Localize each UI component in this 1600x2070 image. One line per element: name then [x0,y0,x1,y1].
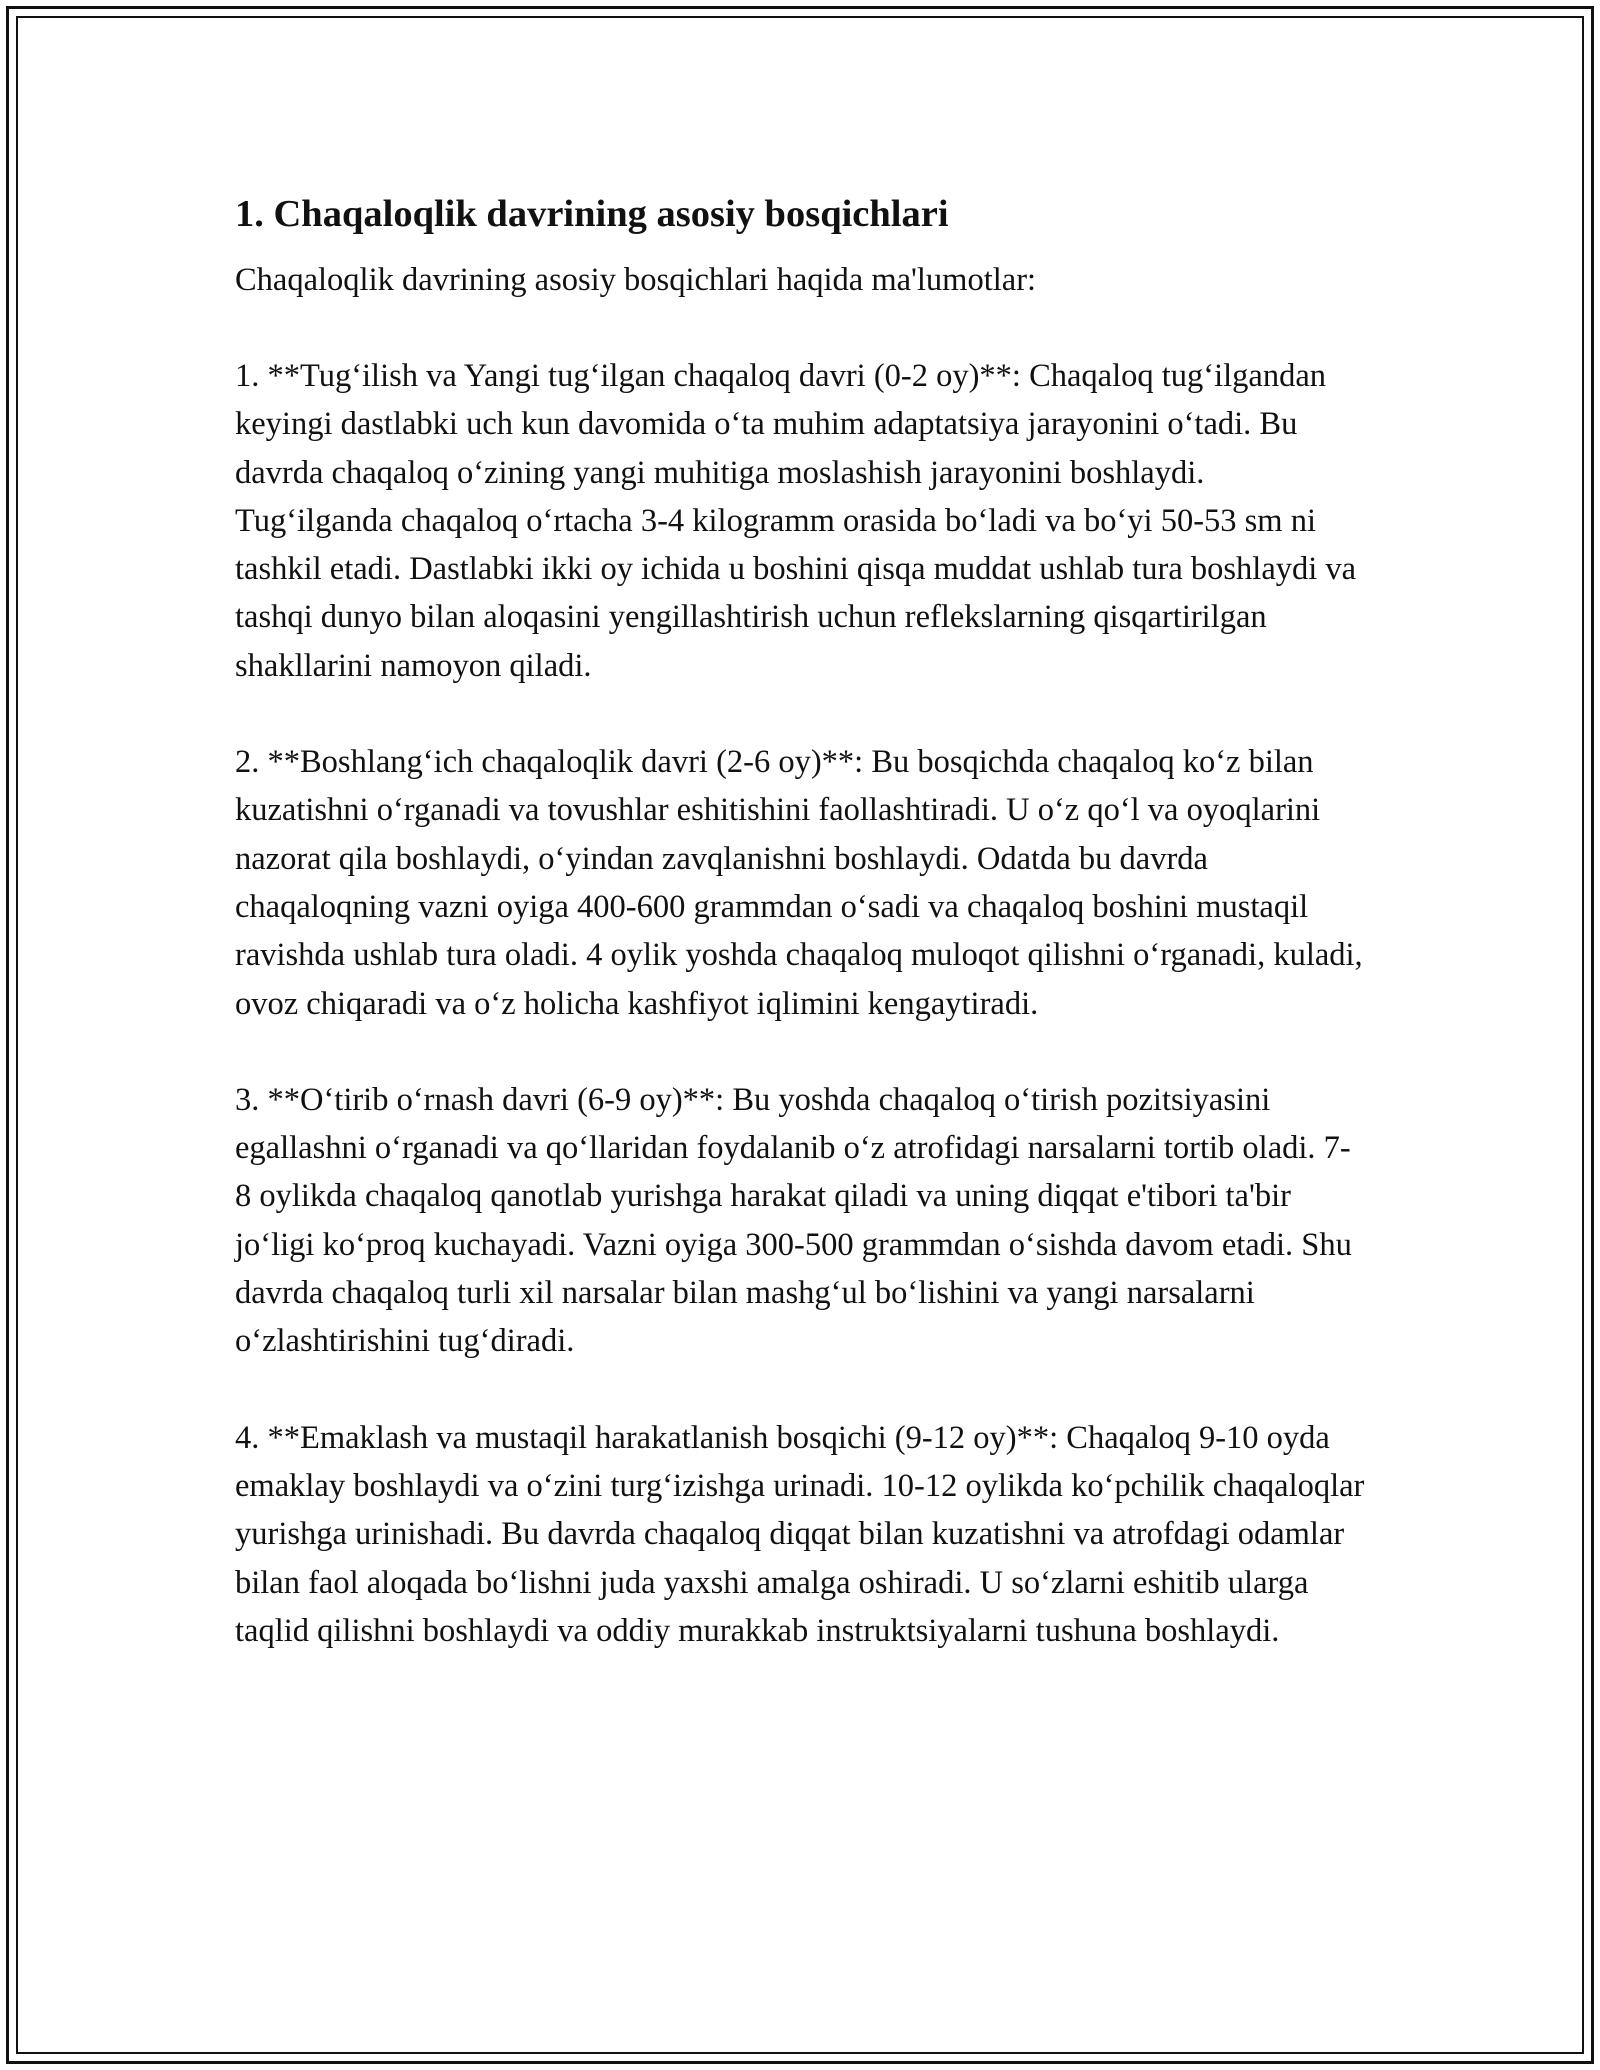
document-body [235,188,1365,1655]
section-paragraph-1: 1. **Tug‘ilish va Yangi tug‘ilgan chaqaloq davri (0-2 oy)**: Chaqaloq tug‘ilgandan keyingi dastlabki uch kun davomida o‘ta muhim adaptatsiya jarayonini o‘tadi. Bu davrda chaqaloq o‘zining yangi muhitiga moslashish jarayonini boshlaydi. Tug‘ilganda chaqaloq o‘rtacha 3-4 kilogramm orasida bo‘ladi va bo‘yi 50-53 sm ni tashkil etadi. Dastlabki ikki oy ichida u boshini qisqa muddat ushlab tura boshlaydi va tashqi dunyo bilan aloqasini yengillashtirish uchun reflekslarning qisqartirilgan shakllarini namoyon qiladi. [235,358,1357,684]
intro-paragraph: Chaqaloqlik davrining asosiy bosqichlari haqida ma'lumotlar: [235,262,1037,298]
page-title: 1. Chaqaloqlik davrining asosiy bosqichlari [235,193,949,235]
section-paragraph-2: 2. **Boshlang‘ich chaqaloqlik davri (2-6 oy)**: Bu bosqichda chaqaloq ko‘z bilan kuzatishni o‘rganadi va tovushlar eshitishini faollashtiradi. U o‘z qo‘l va oyoqlarini nazorat qila boshlaydi, o‘yindan zavqlanishni boshlaydi. Odatda bu davrda chaqaloqning vazni oyiga 400-600 grammdan o‘sadi va chaqaloq boshini mustaqil ravishda ushlab tura oladi. 4 oylik yoshda chaqaloq muloqot qilishni o‘rganadi, kuladi, ovoz chiqaradi va o‘z holicha kashfiyot iqlimini kengaytiradi. [235,744,1363,1022]
section-paragraph-3: 3. **O‘tirib o‘rnash davri (6-9 oy)**: Bu yoshda chaqaloq o‘tirish pozitsiyasini egallashni o‘rganadi va qo‘llaridan foydalanib o‘z atrofidagi narsalarni tortib oladi. 7-8 oylikda chaqaloq qanotlab yurishga harakat qiladi va uning diqqat e'tibori ta'bir jo‘ligi ko‘proq kuchayadi. Vazni oyiga 300-500 grammdan o‘sishda davom etadi. Shu davrda chaqaloq turli xil narsalar bilan mashg‘ul bo‘lishini va yangi narsalarni o‘zlashtirishini tug‘diradi. [235,1081,1352,1360]
section-paragraph-4: 4. **Emaklash va mustaqil harakatlanish bosqichi (9-12 oy)**: Chaqaloq 9-10 oyda emaklay boshlaydi va o‘zini turg‘izishga urinadi. 10-12 oylikda ko‘pchilik chaqaloqlar yurishga urinishadi. Bu davrda chaqaloq diqqat bilan kuzatishni va atrofdagi odamlar bilan faol aloqada bo‘lishni juda yaxshi amalga oshiradi. U so‘zlarni eshitib ularga taqlid qilishni boshlaydi va oddiy murakkab instruktsiyalarni tushuna boshlaydi. [235,1419,1365,1649]
